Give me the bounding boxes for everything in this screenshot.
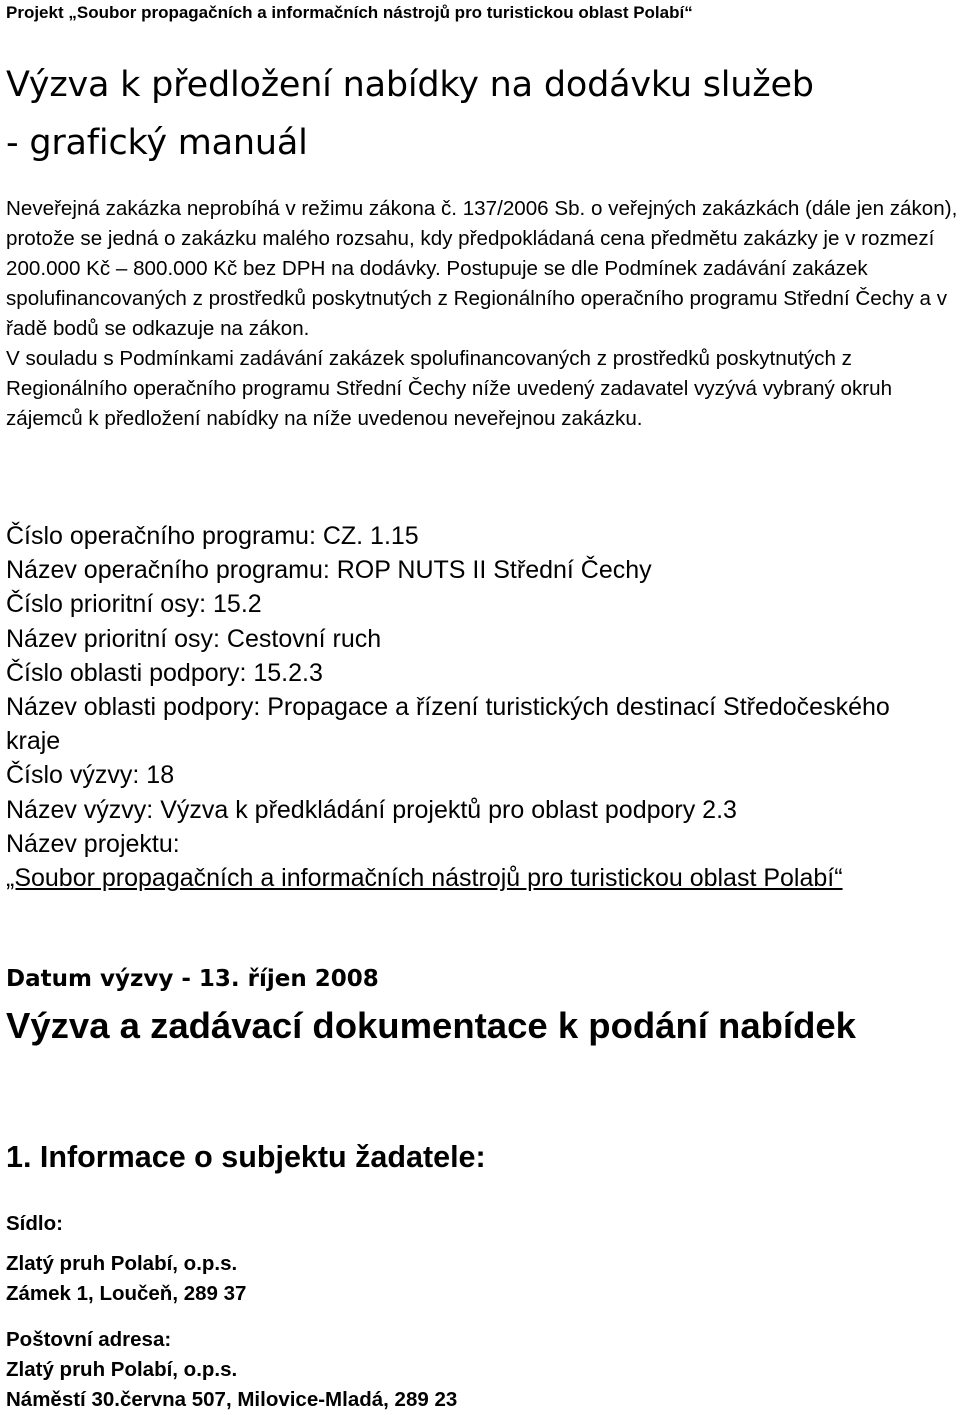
program-number: Číslo operačního programu: CZ. 1.15 [6, 522, 419, 550]
document-title-line2: - grafický manuál [6, 123, 308, 163]
document-title [6, 56, 814, 172]
postal-address-name: Zlatý pruh Polabí, o.p.s. [6, 1358, 238, 1381]
registered-office-address: Zámek 1, Loučeň, 289 37 [6, 1282, 247, 1305]
call-number: Číslo výzvy: 18 [6, 761, 175, 790]
intro-paragraph-2: V souladu s Podmínkami zadávání zakázek spolufinancovaných z prostředků poskytnutých z Regionálního operačního programu Střední Čechy níže uvedený zadavatel vyzývá vybraný okruh zájemců k předložení nabídky na níže uvedenou neveřejnou zakázku. [6, 347, 893, 430]
intro-paragraph-1: Neveřejná zakázka neprobíhá v režimu zákona č. 137/2006 Sb. o veřejných zakázkách (dále jen zákon), protože se jedná o zakázku malého rozsahu, kdy předpokládaná cena předmětu zakázky je v rozmezí 200.000 Kč – 800.000 Kč bez DPH na dodávky. Postupuje se dle Podmínek zadávání zakázek spolufinancovaných z prostředků poskytnutých z Regionálního operačního programu Střední Čechy a v řadě bodů se odkazuje na zákon. [6, 197, 958, 340]
call-date: Datum výzvy - 13. říjen 2008 [6, 966, 379, 992]
registered-office-name: Zlatý pruh Polabí, o.p.s. [6, 1252, 238, 1275]
project-name-label: Název projektu: [6, 829, 180, 858]
call-name: Název výzvy: Výzva k předkládání projektů pro oblast podpory 2.3 [6, 795, 737, 824]
document-title-line1: Výzva k předložení nabídky na dodávku služeb [6, 65, 814, 105]
postal-address-block [6, 1325, 457, 1415]
postal-address-street: Náměstí 30.června 507, Milovice-Mladá, 289 23 [6, 1388, 458, 1411]
postal-address-label: Poštovní adresa: [6, 1328, 172, 1351]
subject-heading: 1. Informace o subjektu žadatele: [6, 1140, 486, 1174]
registered-office-block [6, 1209, 246, 1309]
priority-axis-number: Číslo prioritní osy: 15.2 [6, 590, 262, 619]
support-area-name: Název oblasti podpory: Propagace a řízení turistických destinací Středočeského kraje [6, 693, 890, 756]
project-name: „Soubor propagačních a informačních nástrojů pro turistickou oblast Polabí“ [6, 864, 843, 893]
intro-text [6, 194, 960, 434]
program-name: Název operačního programu: ROP NUTS II Střední Čechy [6, 556, 652, 585]
program-info [6, 519, 936, 895]
priority-axis-name: Název prioritní osy: Cestovní ruch [6, 624, 382, 653]
project-header: Projekt „Soubor propagačních a informačních nástrojů pro turistickou oblast Polabí“ [6, 3, 693, 22]
section-title: Výzva a zadávací dokumentace k podání nabídek [6, 1005, 856, 1046]
support-area-number: Číslo oblasti podpory: 15.2.3 [6, 658, 323, 687]
registered-office-label: Sídlo: [6, 1212, 63, 1235]
